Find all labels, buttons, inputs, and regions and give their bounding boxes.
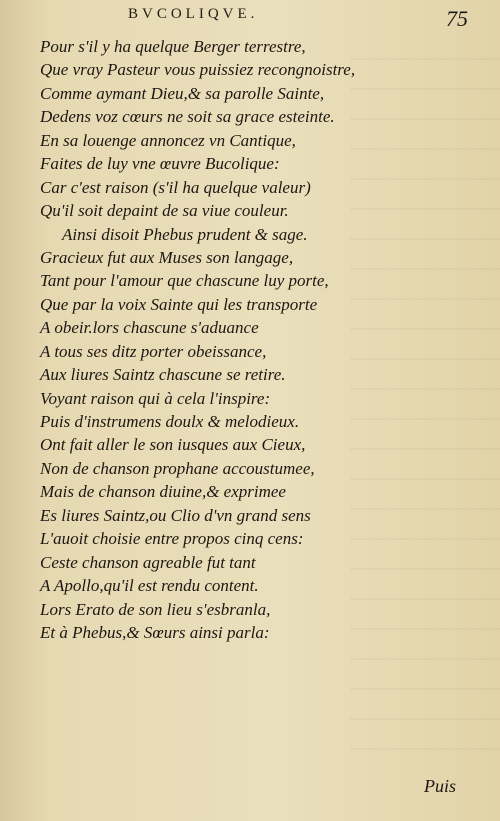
page-header bbox=[128, 6, 468, 31]
poem-line: Comme aymant Dieu,& sa parolle Sainte, bbox=[40, 83, 325, 103]
poem-line: Aux liures Saintz chascune se retire. bbox=[40, 365, 286, 385]
poem-line: Lors Erato de son lieu s'esbranla, bbox=[40, 599, 271, 619]
running-head: BVCOLIQVE. bbox=[128, 6, 259, 22]
poem-line: Que par la voix Sainte qui les transporte bbox=[40, 294, 318, 314]
poem-line: A tous ses ditz porter obeissance, bbox=[40, 341, 267, 361]
poem-line: Ainsi disoit Phebus prudent & sage. bbox=[62, 224, 308, 244]
poem-line: A obeir.lors chascune s'aduance bbox=[40, 318, 259, 338]
poem-line: Pour s'il y ha quelque Berger terrestre, bbox=[40, 37, 306, 56]
poem-line: Qu'il soit depaint de sa viue couleur. bbox=[40, 201, 289, 221]
page-number: 75 bbox=[446, 6, 468, 31]
poem-line: Faites de luy vne œuvre Bucolique: bbox=[40, 154, 280, 174]
poem-line: A Apollo,qu'il est rendu content. bbox=[40, 576, 259, 596]
poem-line: Puis d'instrumens doulx & melodieux. bbox=[40, 412, 300, 431]
catchword: Puis bbox=[423, 776, 456, 796]
poem-line: Es liures Saintz,ou Clio d'vn grand sens bbox=[40, 505, 311, 525]
poem-line: Tant pour l'amour que chascune luy porte, bbox=[40, 271, 329, 291]
poem-line: En sa louenge annoncez vn Cantique, bbox=[40, 130, 296, 150]
poem-line: Ceste chanson agreable fut tant bbox=[40, 552, 256, 572]
poem-body bbox=[40, 35, 445, 644]
poem-line: Non de chanson prophane accoustumee, bbox=[40, 458, 315, 478]
poem-line: Gracieux fut aux Muses son langage, bbox=[40, 247, 294, 267]
poem-line: Ont fait aller le son iusques aux Cieux, bbox=[40, 435, 306, 455]
poem-line: Mais de chanson diuine,& exprimee bbox=[40, 482, 286, 502]
poem-line: Dedens voz cœurs ne soit sa grace esteinte. bbox=[40, 107, 335, 127]
poem-line: Voyant raison qui à cela l'inspire: bbox=[40, 388, 271, 408]
poem-line: Que vray Pasteur vous puissiez recongnoistre, bbox=[40, 60, 356, 80]
poem-line: Car c'est raison (s'il ha quelque valeur) bbox=[40, 177, 311, 197]
poem-line: Et à Phebus,& Sœurs ainsi parla: bbox=[40, 622, 270, 642]
poem-line: L'auoit choisie entre propos cinq cens: bbox=[40, 529, 304, 549]
